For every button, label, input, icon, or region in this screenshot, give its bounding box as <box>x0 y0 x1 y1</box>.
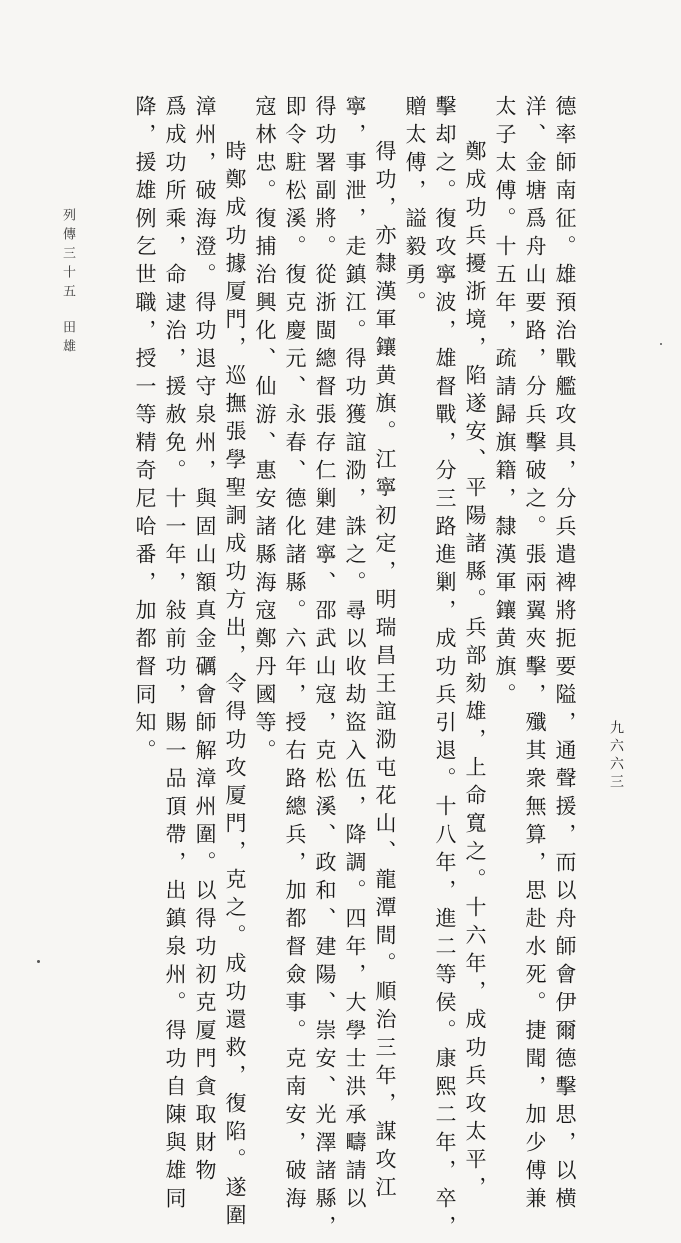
text-column: 擊却之。復攻寧波，雄督戰，分三路進剿，成功兵引退。十八年，進二等侯。康熙二年，卒， <box>433 95 457 1243</box>
text-column: 得功署副將。從浙閩總督張存仁剿建寧、邵武山寇，克松溪、政和、建陽、崇安、光澤諸縣， <box>313 95 337 1243</box>
text-column: 漳州，破海澄。得功退守泉州，與固山額真金礪會師解漳州圍。以得功初克厦門貪取財物 <box>193 95 217 1187</box>
text-column: 寧，事泄，走鎮江。得功獲誼泐，誅之。尋以收劫盜入伍，降調。四年，大學士洪承疇請以 <box>343 95 367 1215</box>
text-column: 贈太傅，謚毅勇。 <box>403 95 427 319</box>
text-column: 鄭成功兵擾浙境，陷遂安、平陽諸縣。兵部劾雄，上命寬之。十六年，成功兵攻太平， <box>463 140 487 1204</box>
text-column: 寇林忠。復捕治興化、仙游、惠安諸縣海寇鄭丹國等。 <box>253 95 277 767</box>
running-name: 田雄 <box>60 320 75 358</box>
text-column: 爲成功所乘，命逮治，援赦免。十一年，敍前功，賜一品頂帶，出鎮泉州。得功自陳與雄同 <box>163 95 187 1215</box>
text-column: 降，援雄例乞世職，授一等精奇尼哈番，加都督同知。 <box>133 95 157 767</box>
text-column: 得功，亦隸漢軍鑲黄旗。江寧初定，明瑞昌王誼泐屯花山、龍潭間。順治三年，謀攻江 <box>373 140 397 1204</box>
text-column: 即令駐松溪。復克慶元、永春、德化諸縣。六年，授右路總兵，加都督僉事。克南安，破海 <box>283 95 307 1215</box>
speck <box>660 343 662 345</box>
text-column: 洋、金塘爲舟山要路，分兵擊破之。張兩翼夾擊，殲其衆無算，思赴水死。捷聞，加少傅兼 <box>523 95 547 1215</box>
page-number: 九六六三 <box>608 720 624 792</box>
running-title: 列傳三十五 <box>60 208 75 303</box>
text-column: 太子太傅。十五年，疏請歸旗籍，隸漢軍鑲黄旗。 <box>493 95 517 711</box>
text-column: 德率師南征。雄預治戰艦攻具，分兵遣裨將扼要隘，通聲援，而以舟師會伊爾德擊思，以横 <box>553 95 577 1215</box>
text-column: 時鄭成功據厦門，巡撫張學聖詗成功方出，令得功攻厦門，克之。成功還救，復陷。遂圍 <box>223 140 247 1232</box>
speck <box>37 960 40 963</box>
